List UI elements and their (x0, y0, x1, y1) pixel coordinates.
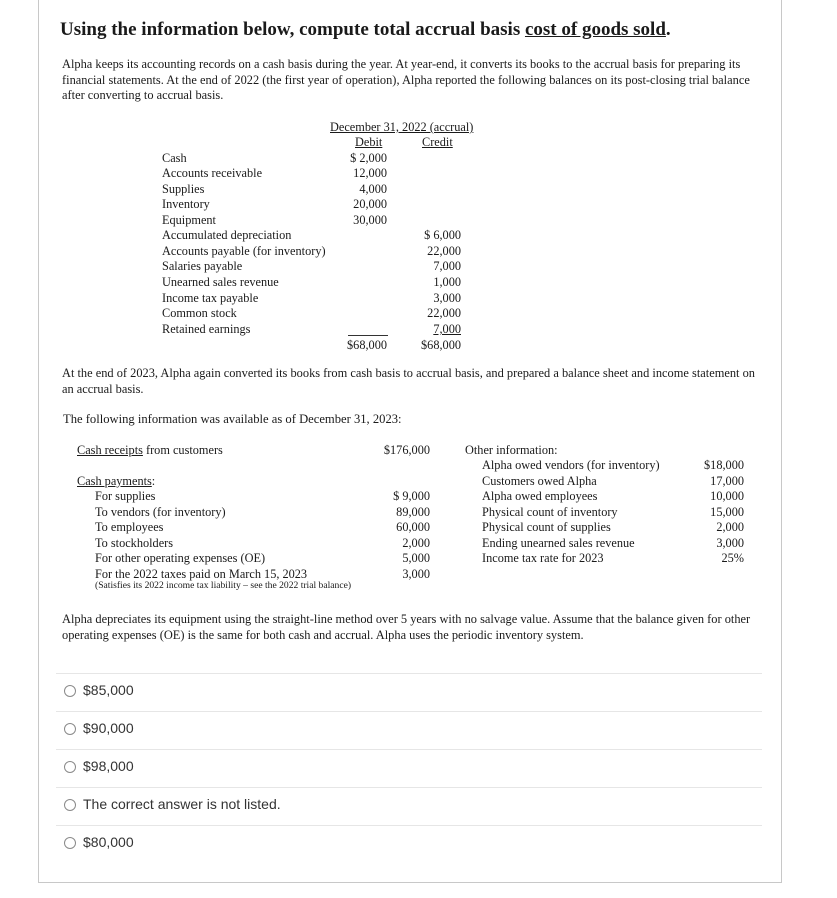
tb-credit: 7,000 (433, 259, 461, 273)
tb-credit: 1,000 (433, 275, 461, 289)
other-info-header: Other information: (465, 443, 558, 457)
tb-debit: 12,000 (353, 166, 387, 180)
payment-label: For the 2022 taxes paid on March 15, 2023 (95, 567, 308, 581)
radio-button[interactable] (64, 761, 76, 773)
other-info-value: $18,000 (704, 458, 744, 472)
payment-amount: 2,000 (402, 536, 430, 550)
option-label: $90,000 (83, 720, 134, 736)
radio-button[interactable] (64, 837, 76, 849)
payment-label: For other operating expenses (OE) (95, 551, 266, 565)
trial-balance-header: December 31, 2022 (accrual) (330, 120, 474, 134)
payment-amount: 60,000 (396, 520, 430, 534)
other-info-value: 25% (721, 551, 744, 565)
radio-button[interactable] (64, 799, 76, 811)
payment-amount: $ 9,000 (393, 489, 430, 503)
tb-account: Retained earnings (162, 322, 251, 336)
answer-option[interactable] (56, 754, 762, 782)
tb-account: Inventory (162, 197, 210, 211)
tb-account: Accounts payable (for inventory) (162, 244, 326, 258)
payment-amount: 3,000 (402, 567, 430, 581)
payment-amount: 5,000 (402, 551, 430, 565)
tb-account: Supplies (162, 182, 205, 196)
tb-credit: 22,000 (427, 244, 461, 258)
question-title: Using the information below, compute total accrual basis cost of goods sold. (60, 19, 671, 40)
other-info-label: Alpha owed employees (482, 489, 598, 503)
paragraph-2023: At the end of 2023, Alpha again converted its books from cash basis to accrual basis, and prepared a balance sheet and income statement on an accrual basis. (62, 366, 755, 396)
other-info-value: 17,000 (710, 474, 744, 488)
option-divider (56, 825, 762, 826)
tb-credit: 22,000 (427, 306, 461, 320)
option-divider (56, 787, 762, 788)
tb-total-debit: $68,000 (347, 338, 387, 352)
tb-credit: 7,000 (433, 322, 461, 336)
answer-option[interactable] (56, 792, 762, 820)
other-info-value: 15,000 (710, 505, 744, 519)
tb-account: Equipment (162, 213, 216, 227)
other-info-label: Customers owed Alpha (482, 474, 597, 488)
closing-paragraph: Alpha depreciates its equipment using the straight-line method over 5 years with no salvage value. Assume that the balance given for other operating expenses (OE) is the same for both cash and accrual. Alpha uses the periodic inventory system. (62, 612, 751, 642)
tb-account: Accumulated depreciation (162, 228, 292, 242)
option-label: $98,000 (83, 758, 134, 774)
info-intro: The following information was available as of December 31, 2023: (63, 412, 402, 426)
tb-credit: 3,000 (433, 291, 461, 305)
other-info-value: 3,000 (716, 536, 744, 550)
other-info-label: Income tax rate for 2023 (482, 551, 604, 565)
debit-total-rule (348, 335, 388, 336)
tb-debit: 20,000 (353, 197, 387, 211)
option-divider (56, 673, 762, 674)
other-info-label: Alpha owed vendors (for inventory) (482, 458, 660, 472)
cash-receipts-amount: $176,000 (383, 443, 430, 457)
option-label: $85,000 (83, 682, 134, 698)
tb-account: Unearned sales revenue (162, 275, 279, 289)
cash-payments-label: Cash payments: (77, 474, 156, 488)
other-info-label: Ending unearned sales revenue (482, 536, 635, 550)
other-info-value: 2,000 (716, 520, 744, 534)
tb-account: Salaries payable (162, 259, 243, 273)
answer-option[interactable] (56, 716, 762, 744)
payment-label: To vendors (for inventory) (95, 505, 226, 519)
payment-label: To stockholders (95, 536, 174, 550)
option-label: The correct answer is not listed. (83, 796, 281, 812)
option-divider (56, 749, 762, 750)
answer-option[interactable] (56, 830, 762, 858)
tb-credit: $ 6,000 (424, 228, 461, 242)
payment-note: (Satisfies its 2022 income tax liability – see the 2022 trial balance) (95, 580, 352, 591)
radio-button[interactable] (64, 685, 76, 697)
title-link-cogs: cost of goods sold (524, 19, 666, 40)
tb-account: Common stock (162, 306, 237, 320)
credit-header: Credit (422, 135, 453, 149)
option-label: $80,000 (83, 834, 134, 850)
tb-debit: 4,000 (359, 182, 387, 196)
radio-button[interactable] (64, 723, 76, 735)
answer-option[interactable] (56, 678, 762, 706)
other-info-label: Physical count of supplies (482, 520, 611, 534)
tb-debit: 30,000 (353, 213, 387, 227)
tb-account: Income tax payable (162, 291, 259, 305)
tb-account: Cash (162, 151, 187, 165)
tb-account: Accounts receivable (162, 166, 263, 180)
payment-label: For supplies (95, 489, 156, 503)
other-info-label: Physical count of inventory (482, 505, 618, 519)
payment-amount: 89,000 (396, 505, 430, 519)
other-info-value: 10,000 (710, 489, 744, 503)
option-divider (56, 711, 762, 712)
tb-total-credit: $68,000 (421, 338, 461, 352)
payment-label: To employees (95, 520, 164, 534)
tb-debit: $ 2,000 (350, 151, 387, 165)
intro-paragraph: Alpha keeps its accounting records on a cash basis during the year. At year-end, it converts its books to the accrual basis for preparing its financial statements. At the end of 2022 (the first year of operation), Alpha reported the following balances on its post-closing trial balance after converting to accrual basis. (62, 57, 750, 102)
cash-receipts-label: Cash receipts from customers (77, 443, 223, 457)
debit-header: Debit (355, 135, 383, 149)
